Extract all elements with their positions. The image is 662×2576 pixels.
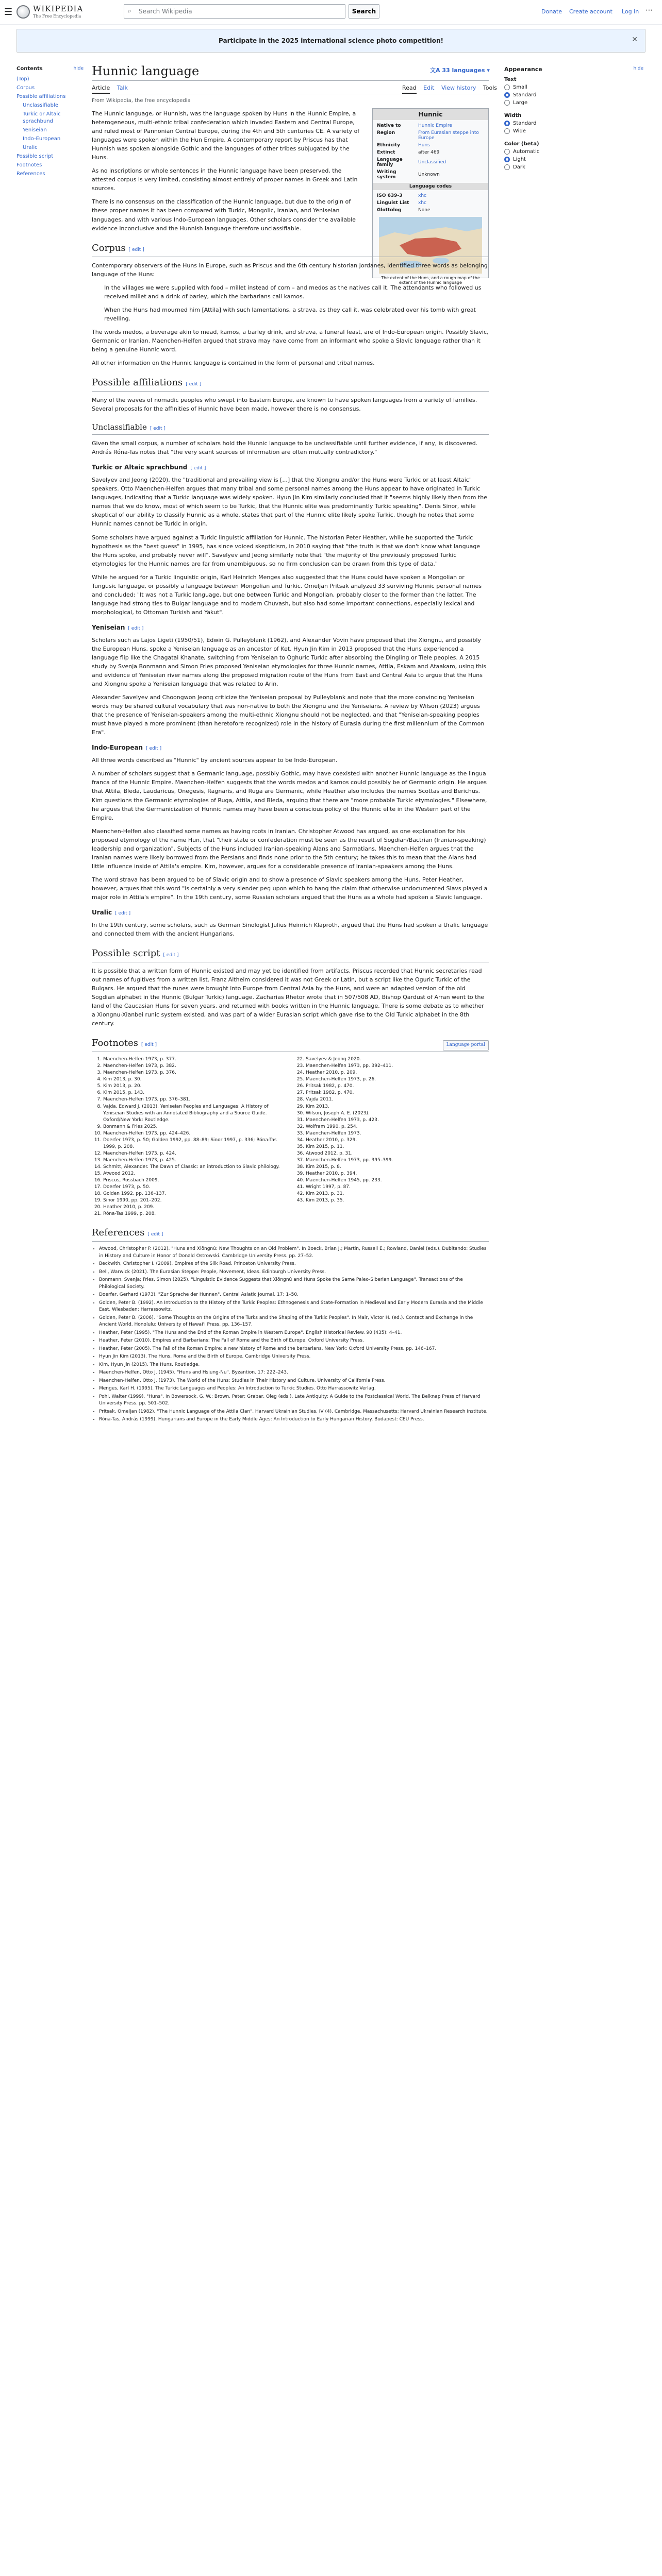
create-account-link[interactable]: Create account <box>569 8 613 15</box>
donate-link[interactable]: Donate <box>541 8 562 15</box>
paragraph: While he argued for a Turkic linguistic origin, Karl Heinrich Menges also suggested that the Huns could have spoken a Mongolian or Tungusic language, or possibly a language between Mongolian and Turkic. Omeljan Pritsak analyzed 33 surviving Hunnic personal names and concluded: "It was not a Turkic language, but one between Turkic and Mongolian, probably closer to the former than the latter. The language had strong ties to Bulgar language and to modern Chuvash, but also had some important connections, especially lexical and morphological, to Ottoman Turkish and Yakut". <box>92 573 482 616</box>
radio-icon[interactable] <box>504 84 510 90</box>
paragraph: All other information on the Hunnic language is contained in the form of personal and tribal names. <box>92 359 375 366</box>
toc-item-unclassifiable[interactable]: Unclassifiable <box>23 103 58 108</box>
text-size-label: Text <box>504 77 517 82</box>
language-selector[interactable]: 文A 33 languages ▾ <box>430 67 490 74</box>
infobox-codes-heading: Language codes <box>373 183 488 190</box>
section-heading-indo-european <box>92 743 489 753</box>
reference-item[interactable]: • Golden, Peter B. (2006). "Some Thoughts on the Origins of the Turks and the Shaping of the Turkic Peoples". In Mair, Victor H. (ed.). Contact and Exchange in the Ancient World. Honolulu: University of Hawai'i Press. pp. 136–157. <box>99 1315 489 1329</box>
edit-section-link[interactable]: [ edit ] <box>186 381 202 387</box>
heading-text: Possible affiliations <box>92 377 183 388</box>
infobox-key: Writing system <box>377 170 396 180</box>
edit-section-link[interactable]: [ edit ] <box>141 1042 157 1048</box>
toc-item-yeniseian[interactable]: Yeniseian <box>23 127 47 133</box>
title-divider <box>92 80 489 81</box>
lead-paragraph: There is no consensus on the classification of the Hunnic language, but due to the origin of these proper names it has been compared with Turkic, Mongolic, Iranian, and Yeniseian languages, and with various Indo-European languages. Other scholars consider the available evidence inconclusive and the Hunnish language therefore unclassifiable. <box>92 198 356 232</box>
footnote-item[interactable]: 42. Kim 2013, p. 31. <box>306 1191 489 1197</box>
color-automatic-option[interactable] <box>504 149 643 155</box>
infobox-value: after 469 <box>418 150 440 155</box>
infobox-value[interactable]: xhc <box>418 200 426 206</box>
toc-item-uralic[interactable]: Uralic <box>23 145 38 150</box>
infobox-key: Ethnicity <box>377 143 400 148</box>
toc-item-top[interactable]: (Top) <box>16 76 29 82</box>
infobox-key: Glottolog <box>377 208 402 213</box>
log-in-link[interactable]: Log in <box>622 8 639 15</box>
radio-selected-icon[interactable] <box>504 92 510 98</box>
footnote-item[interactable]: 8. Vajda, Edward J. (2013). Yeniseian Peoples and Languages: A History of Yeniseian Studies with an Annotated Bibliography and a Source Guide. Oxford/New York: Routledge. <box>103 1104 286 1124</box>
footnote-item[interactable]: 21. Róna-Tas 1999, p. 208. <box>103 1211 286 1217</box>
edit-section-link[interactable]: [ edit ] <box>150 426 166 431</box>
footnote-item[interactable]: 5. Kim 2013, p. 20. <box>103 1083 286 1090</box>
text-size-large-option[interactable] <box>504 100 643 106</box>
tab-edit[interactable]: Edit <box>423 84 435 91</box>
width-label: Width <box>504 113 522 118</box>
footnote-item[interactable]: 7. Maenchen-Helfen 1973, pp. 376–381. <box>103 1096 286 1103</box>
footnote-item[interactable]: 19. Sinor 1990, pp. 201–202. <box>103 1197 286 1204</box>
toc-item-references[interactable]: References <box>16 171 45 177</box>
footnote-item[interactable]: 28. Vajda 2011. <box>306 1096 489 1103</box>
footnote-item[interactable]: 29. Kim 2013. <box>306 1104 489 1110</box>
infobox-key: Extinct <box>377 150 395 155</box>
footnote-item[interactable]: 32. Wolfram 1990, p. 254. <box>306 1124 489 1130</box>
infobox-value[interactable]: Unclassified <box>418 160 446 165</box>
reference-item[interactable]: • Pritsak, Omeljan (1982). "The Hunnic Language of the Attila Clan". Harvard Ukrainian Studies. IV (4). Cambridge, Massachusetts: Harvard Ukrainian Research Institute. <box>99 1409 489 1416</box>
color-light-option[interactable] <box>504 157 643 162</box>
heading-text: Indo-European <box>92 744 143 752</box>
paragraph: In the 19th century, some scholars, such as German Sinologist Julius Heinrich Klaproth, argued that the Huns had spoken a Uralic language and connected them with the ancient Hungarians. <box>92 921 488 938</box>
toc-item-indo-european[interactable]: Indo-European <box>23 136 61 142</box>
table-of-contents <box>16 66 84 179</box>
edit-section-link[interactable]: [ edit ] <box>190 466 206 471</box>
logo-tagline: The Free Encyclopedia <box>33 14 81 19</box>
footnote-item[interactable]: 27. Pritsak 1982, p. 470. <box>306 1090 489 1096</box>
footnote-item[interactable]: 3. Maenchen-Helfen 1973, p. 376. <box>103 1070 286 1076</box>
footnote-item[interactable]: 10. Maenchen-Helfen 1973, pp. 424–426. <box>103 1130 286 1137</box>
radio-icon[interactable] <box>504 149 510 155</box>
reference-item[interactable]: • Beckwith, Christopher I. (2009). Empires of the Silk Road. Princeton University Press. <box>99 1261 489 1268</box>
paragraph: Many of the waves of nomadic peoples who swept into Eastern Europe, are known to have spoken languages from a variety of families. Several proposals for the affinities of Hunnic have been made, however there is no consensus. <box>92 396 477 412</box>
close-icon[interactable]: ✕ <box>632 36 638 44</box>
text-size-small-option[interactable] <box>504 84 643 90</box>
footnote-item[interactable]: 39. Heather 2010, p. 394. <box>306 1171 489 1177</box>
footnote-item[interactable]: 30. Wilson, Joseph A. E. (2023). <box>306 1110 489 1117</box>
paragraph: Contemporary observers of the Huns in Europe, such as Priscus and the 6th century historian Jordanes, identified three words as belonging language of the Huns: <box>92 262 488 278</box>
radio-icon[interactable] <box>504 128 510 134</box>
reference-item[interactable]: • Róna-Tas, András (1999). Hungarians and Europe in the Early Middle Ages: An Introduction to Early Hungarian History. Budapest: CEU Press. <box>99 1416 489 1423</box>
tab-history[interactable]: View history <box>441 84 476 91</box>
section-heading-footnotes <box>92 1036 489 1052</box>
paragraph: Savelyev and Jeong (2020), the "traditional and prevailing view is [...] that the Xiongnu and/or the Huns were Turkic or at least Altaic" speakers. Otto Maenchen-Helfen argues that many tribal and some personal names among the Huns appear to have originated in Turkic languages, indicating that a Turkic language was widely spoken. Hyun Jin Kim similarly concluded that it "seems highly likely then from the names that we do know, most of which seem to be Turkic, that the Hunnic elite was predominantly Turkic speaking". Denis Sinor, while skeptical of our ability to classify Hunnic as a whole, states that part of the Hunnic elite likely spoke Turkic, though he notes that some Hunnic names cannot be Turkic in origin. <box>92 477 487 528</box>
footnote-item[interactable]: 18. Golden 1992, pp. 136–137. <box>103 1191 286 1197</box>
section-heading-affiliations <box>92 376 489 392</box>
section-heading-unclassifiable <box>92 421 489 435</box>
footnote-item[interactable]: 22. Savelyev & Jeong 2020. <box>306 1056 489 1063</box>
radio-icon[interactable] <box>504 100 510 106</box>
footnote-item[interactable]: 11. Doerfer 1973, p. 50; Golden 1992, pp. 88–89; Sinor 1997, p. 336; Róna-Tas 1999, p. 208. <box>103 1137 286 1150</box>
infobox-value[interactable]: Huns <box>418 143 430 148</box>
width-standard-option[interactable] <box>504 121 643 126</box>
reference-item[interactable]: • Maenchen-Helfen, Otto J. (1973). The World of the Huns: Studies in Their History and Culture. University of California Press. <box>99 1378 489 1385</box>
page-title: Hunnic language <box>92 64 200 78</box>
edit-section-link[interactable]: [ edit ] <box>147 1232 163 1238</box>
appearance-title: Appearance <box>504 66 542 73</box>
radio-selected-icon[interactable] <box>504 121 510 126</box>
footnote-item[interactable]: 34. Heather 2010, p. 329. <box>306 1137 489 1144</box>
heading-text: References <box>92 1227 145 1239</box>
infobox-key: Region <box>377 130 395 135</box>
option-label: Standard <box>513 121 537 126</box>
infobox-key: Linguist List <box>377 200 409 206</box>
reference-item[interactable]: • Pohl, Walter (1999). "Huns". In Bowersock, G. W.; Brown, Peter; Grabar, Oleg (eds.). Late Antiquity: A Guide to the Postclassical World. The Belknap Press of Harvard University Press. pp. 501–502. <box>99 1394 489 1408</box>
section-heading-references <box>92 1226 489 1242</box>
section-heading-script <box>92 946 489 962</box>
reference-item[interactable]: • Atwood, Christopher P. (2012). "Huns and Xiōngnú: New Thoughts on an Old Problem". In Boeck, Brian J.; Martin, Russell E.; Rowland, Daniel (eds.). Dubitando: Studies in History and Culture in Honor of Donald Ostrowski. Cambridge University Press. pp. 27–52. <box>99 1246 489 1260</box>
paragraph: All three words described as "Hunnic" by ancient sources appear to be Indo-European. <box>92 757 338 764</box>
site-header <box>0 0 662 25</box>
infobox-value[interactable]: Hunnic Empire <box>418 123 452 128</box>
main-menu-icon[interactable]: ☰ <box>4 7 13 18</box>
paragraph: The word strava has been argued to be of Slavic origin and to show a presence of Slavic speakers among the Huns. Peter Heather, however, argues that this word "is certainly a very slender peg upon which to hang the claim that otherwise undocumented Slavs played a major role in Attila's empire". In the 19th century, some Russian scholars argued that the Huns as a whole had spoken a Slavic language. <box>92 876 488 901</box>
width-wide-option[interactable] <box>504 128 643 134</box>
heading-text: Turkic or Altaic sprachbund <box>92 464 188 471</box>
reference-item[interactable]: • Kim, Hyun Jin (2015). The Huns. Routledge. <box>99 1362 489 1369</box>
footnotes-column <box>92 1056 286 1217</box>
infobox-key: Language family <box>377 157 403 167</box>
heading-text: Unclassifiable <box>92 422 147 432</box>
reference-item[interactable]: • Heather, Peter (2005). The Fall of the Roman Empire: a new history of Rome and the barbarians. New York: Oxford University Press. pp. 146–167. <box>99 1346 489 1353</box>
footnote-item[interactable]: 2. Maenchen-Helfen 1973, p. 382. <box>103 1063 286 1070</box>
reference-item[interactable]: • Bell, Warwick (2021). The Eurasian Steppe: People, Movement, Ideas. Edinburgh University Press. <box>99 1269 489 1276</box>
footnote-item[interactable]: 37. Maenchen-Helfen 1973, pp. 395–399. <box>306 1157 489 1164</box>
tab-article[interactable]: Article <box>92 84 110 94</box>
footnote-item[interactable]: 13. Maenchen-Helfen 1973, p. 425. <box>103 1157 286 1164</box>
color-group <box>504 141 643 170</box>
toc-item-script[interactable]: Possible script <box>16 154 54 159</box>
reference-item[interactable]: • Maenchen-Helfen, Otto J. (1945). "Huns and Hsiung-Nu". Byzantion. 17: 222–243. <box>99 1369 489 1377</box>
tagline: From Wikipedia, the free encyclopedia <box>92 98 191 104</box>
paragraph: Scholars such as Lajos Ligeti (1950/51), Edwin G. Pulleyblank (1962), and Alexander Vovin have proposed that the Xiongnu, and possibly the European Huns, spoke a Yeniseian language as an ancestor of Ket. Hyun Jin Kim in 2013 proposed that the Huns experienced a language flip like the Chagatai Khanate, switching from Yeniseian to Oghuric Turkic after absorbing the Dingling or Tiele peoples. A 2015 study by Svenja Bonmann and Simon Fries proposed Yeniseian etymologies for three Hunnic names, Attila, Eskam and Ataakam, using this and evidence of Yeniseian river names along the proposed migration route of the Huns from East and Central Asia to argue that the Huns and Xiongnu spoke a Yeniseian language that was related to Arin. <box>92 636 487 688</box>
footnote-item[interactable]: 41. Wright 1997, p. 87. <box>306 1184 489 1191</box>
infobox-value[interactable]: xhc <box>418 193 426 198</box>
footnotes-column <box>294 1056 489 1217</box>
toc-item-footnotes[interactable]: Footnotes <box>16 162 42 168</box>
option-label: Light <box>513 157 526 162</box>
site-notice-banner <box>16 29 646 53</box>
appearance-hide-button[interactable]: hide <box>633 66 643 71</box>
reference-item[interactable]: • Golden, Peter B. (1992). An Introduction to the History of the Turkic Peoples: Ethnogenesis and State-Formation in Medieval and Early Modern Eurasia and the Middle East. Wiesbaden: Harrassowitz. <box>99 1300 489 1314</box>
paragraph: Some scholars have argued against a Turkic linguistic affiliation for Hunnic. The historian Peter Heather, while he supported the Turkic hypothesis as the "best guess" in 1995, has since voiced skepticism, in 2010 saying that "the truth is that we don't know what language the Huns spoke, and probably never will". Savelyev and Jeong similarly note that "the majority of the previously proposed Turkic etymologies for the Hunnic names are far from unambiguous, so no firm conclusion can be drawn from this type of data." <box>92 534 481 567</box>
section-heading-yeniseian <box>92 623 489 633</box>
tab-read[interactable]: Read <box>402 84 417 94</box>
toc-hide-button[interactable]: hide <box>73 66 84 71</box>
paragraph: Alexander Savelyev and Choongwon Jeong criticize the Yeniseian proposal by Pulleyblank and note that the more convincing Yeniseian words may be shared cultural vocabulary that was non-native to both the Xiongnu and the Yeniseians. A review by Wilson (2023) argues that the presence of Yeniseian-speakers among the multi-ethnic Xiongnu should not be neglected, and that "Yeniseian-speaking peoples must have played a more prominent (than heretofore recognized) role in the history of Eurasia during the first millennium of the Common Era". <box>92 694 485 736</box>
page-actions <box>402 84 502 91</box>
edit-section-link[interactable]: [ edit ] <box>115 911 131 917</box>
footnote-item[interactable]: 38. Kim 2015, p. 8. <box>306 1164 489 1171</box>
footnotes-list <box>92 1056 489 1217</box>
footnote-item[interactable]: 23. Maenchen-Helfen 1973, pp. 392–411. <box>306 1063 489 1070</box>
option-label: Standard <box>513 92 537 98</box>
infobox-value: None <box>418 208 431 213</box>
option-label: Dark <box>513 164 525 170</box>
appearance-panel <box>504 66 643 177</box>
text-size-group <box>504 77 643 106</box>
text-size-standard-option[interactable] <box>504 92 643 98</box>
color-dark-option[interactable] <box>504 164 643 170</box>
section-heading-turkic <box>92 463 489 472</box>
footnote-item[interactable]: 40. Maenchen-Helfen 1945, pp. 233. <box>306 1177 489 1184</box>
reference-item[interactable]: • Heather, Peter (2010). Empires and Barbarians: The Fall of Rome and the Birth of Europe. Oxford University Press. <box>99 1337 489 1345</box>
radio-icon[interactable] <box>504 164 510 170</box>
quote: In the villages we were supplied with food – millet instead of corn – and medos as the natives call it. The attendants who followed us received millet and a drink of barley, which the barbarians call kamos. <box>104 284 482 300</box>
article-body <box>92 109 489 1425</box>
footnote-item[interactable]: 26. Pritsak 1982, p. 470. <box>306 1083 489 1090</box>
search-input[interactable]: Search Wikipedia <box>124 4 345 19</box>
reference-item[interactable]: • Hyun Jin Kim (2013). The Huns, Rome and the Birth of Europe. Cambridge University Press. <box>99 1353 489 1361</box>
toc-item-turkic[interactable]: Turkic or Altaic sprachbund <box>23 111 61 124</box>
reference-item[interactable]: • Heather, Peter (1995). "The Huns and the End of the Roman Empire in Western Europe". English Historical Review. 90 (435): 4–41. <box>99 1330 489 1337</box>
footnote-item[interactable]: 43. Kim 2013, p. 35. <box>306 1197 489 1204</box>
footnote-item[interactable]: 6. Kim 2015, p. 143. <box>103 1090 286 1096</box>
color-label: Color (beta) <box>504 141 539 147</box>
heading-text: Yeniseian <box>92 623 125 631</box>
infobox-value[interactable]: From Eurasian steppe into Europe <box>418 130 479 141</box>
paragraph: It is possible that a written form of Hunnic existed and may yet be identified from artifacts. Priscus recorded that Hunnic secretaries read out names of fugitives from a written list. Franz Altheim considered it was not Greek or Latin, but a script like the Oguric Turkic of the Bulgars. He argued that the runes were brought into Europe from Central Asia by the Huns, and were an adapted version of the old Sogdian alphabet in the Hunnic (Bulgar Turkic) language. Zacharias Rhetor wrote that in 507/508 AD, Bishop Qardust of Arran went to the land of the Caucasian Huns for seven years, and returned with books written in the Hunnic language. There is some debate as to whether a Xiongnu-Xianbei runic system existed, and was part of a wider Eurasian script which gave rise to the Old Turkic alphabet in the 8th century. <box>92 967 485 1027</box>
search-button[interactable]: Search <box>349 4 379 19</box>
infobox-title: Hunnic <box>373 109 488 120</box>
footnote-item[interactable]: 15. Atwood 2012. <box>103 1171 286 1177</box>
option-label: Automatic <box>513 149 540 155</box>
lead-paragraph: As no inscriptions or whole sentences in the Hunnic language have been preserved, the attested corpus is very limited, consisting almost entirely of proper names in Greek and Latin sources. <box>92 167 358 192</box>
footnote-item[interactable]: 9. Bonmann & Fries 2025. <box>103 1124 286 1130</box>
infobox-key: ISO 639-3 <box>377 193 403 198</box>
width-group <box>504 113 643 134</box>
footnote-item[interactable]: 12. Maenchen-Helfen 1973, p. 424. <box>103 1150 286 1157</box>
toc-item-corpus[interactable]: Corpus <box>16 85 35 91</box>
edit-section-link[interactable]: [ edit ] <box>128 625 144 631</box>
option-label: Wide <box>513 128 526 134</box>
reference-item[interactable]: • Doerfer, Gerhard (1973). "Zur Sprache der Hunnen". Central Asiatic Journal. 17: 1–50. <box>99 1292 489 1299</box>
footnote-item[interactable]: 31. Maenchen-Helfen 1973, p. 423. <box>306 1117 489 1124</box>
edit-section-link[interactable]: [ edit ] <box>163 953 179 958</box>
footnote-item[interactable]: 16. Priscus, Rossbach 2009. <box>103 1177 286 1184</box>
footnote-item[interactable]: 1. Maenchen-Helfen 1973, p. 377. <box>103 1056 286 1063</box>
tab-talk[interactable]: Talk <box>117 84 128 91</box>
heading-text: Uralic <box>92 909 112 917</box>
reference-item[interactable]: • Bonmann, Svenja; Fries, Simon (2025). "Linguistic Evidence Suggests that Xiōngnú and Huns Spoke the Same Paleo-Siberian Language". Transactions of the Philological Society. <box>99 1277 489 1291</box>
toc-title: Contents <box>16 66 43 72</box>
search-icon: ⌕ <box>128 7 131 14</box>
footnote-item[interactable]: 17. Doerfer 1973, p. 50. <box>103 1184 286 1191</box>
footnote-item[interactable]: 20. Heather 2010, p. 209. <box>103 1204 286 1211</box>
map-caption: The extent of the Huns, and a rough map of the extent of the Hunnic language <box>381 276 480 285</box>
radio-selected-icon[interactable] <box>504 157 510 162</box>
heading-text: Possible script <box>92 948 160 959</box>
footnote-item[interactable]: 36. Atwood 2012, p. 31. <box>306 1150 489 1157</box>
paragraph: Given the small corpus, a number of scholars hold the Hunnic language to be unclassifiable until further evidence, if any, is discovered. András Róna-Tas notes that "the very scant sources of information are often mutually contradictory." <box>92 440 478 456</box>
footnote-item[interactable]: 25. Maenchen-Helfen 1973, p. 26. <box>306 1076 489 1083</box>
edit-section-link[interactable]: [ edit ] <box>146 746 162 752</box>
heading-text: Corpus <box>92 242 126 253</box>
paragraph: Maenchen-Helfen also classified some names as having roots in Iranian. Christopher Atwood has argued, as one explanation for his proposed etymology of the name Hun, that "their state or confederation must be seen as the result of Sogdian/Bactrian (Iranian-speaking) leadership and organization". Subjects of the Huns included Iranian-speaking Alans and Sarmatians. Maenchen-Helfen argues that the Iranian names were likely borrowed from the Persians and finds none prior to the 5th century; he takes this to mean that the Alans had little influence inside of Attila's empire. Kim, however, argues for a considerable presence of Iranian-speakers among the Huns. <box>92 827 486 870</box>
references-list <box>92 1246 489 1423</box>
quote: When the Huns had mourned him [Attila] with such lamentations, a strava, as they call it, was celebrated over his tomb with great revelling. <box>104 306 476 322</box>
more-options-icon[interactable]: ⋯ <box>646 6 653 14</box>
lead-paragraph: The Hunnic language, or Hunnish, was the language spoken by Huns in the Hunnic Empire, a heterogeneous, multi-ethnic tribal confederation which invaded Eastern and Central Europe, and ruled most of Pannonian Central Europe, during the 4th and 5th centuries CE. A variety of languages were spoken within the Hun Empire. A contemporary report by Priscus has that Hunnish was spoken alongside Gothic and the languages of other tribes subjugated by the Huns. <box>92 110 360 161</box>
option-label: Small <box>513 84 527 90</box>
reference-item[interactable]: • Menges, Karl H. (1995). The Turkic Languages and Peoples: An Introduction to Turkic Studies. Otto Harrassowitz Verlag. <box>99 1385 489 1393</box>
logo-wordmark[interactable]: WIKIPEDIA <box>33 4 84 13</box>
tab-tools[interactable]: Tools <box>483 84 497 91</box>
footnote-item[interactable]: 24. Heather 2010, p. 209. <box>306 1070 489 1076</box>
heading-text: Footnotes <box>92 1038 138 1049</box>
infobox-key: Native to <box>377 123 401 128</box>
edit-section-link[interactable]: [ edit ] <box>128 247 144 252</box>
language-portal-link[interactable]: Language portal <box>443 1040 489 1050</box>
footnote-item[interactable]: 4. Kim 2013, p. 30. <box>103 1076 286 1083</box>
toc-item-affiliations[interactable]: Possible affiliations <box>16 94 66 99</box>
page-tabs <box>92 84 133 91</box>
section-heading-corpus <box>92 241 489 257</box>
infobox-value: Unknown <box>418 172 440 177</box>
section-heading-uralic <box>92 908 489 918</box>
language-count: 33 languages <box>442 67 485 74</box>
translate-icon: 文A <box>430 67 442 74</box>
footnote-item[interactable]: 14. Schmitt, Alexander. The Dawn of Classic: an introduction to Slavic philology. <box>103 1164 286 1171</box>
option-label: Large <box>513 100 528 106</box>
footnote-item[interactable]: 33. Maenchen-Helfen 1973. <box>306 1130 489 1137</box>
footnote-item[interactable]: 35. Kim 2015, p. 11. <box>306 1144 489 1150</box>
paragraph: A number of scholars suggest that a Germanic language, possibly Gothic, may have coexisted with another Hunnic language as the lingua franca of the Hunnic Empire. Maenchen-Helfen suggests that the words medos and kamos could possibly be of Germanic origin. He argues that Attila, Bleda, Laudaricus, Onegesis, Ragnaris, and Ruga are Germanic, while Heather also includes the names Scottas and Berichus. Kim questions the Germanic etymologies of Ruga, Attila, and Bleda, arguing that there are "more probable Turkic etymologies." Elsewhere, he argues that the Germanicization of Hunnic names may have been a conscious policy of the Hunnic elite in the Western part of the Empire. <box>92 770 487 821</box>
paragraph: The words medos, a beverage akin to mead, kamos, a barley drink, and strava, a funeral feast, are of Indo-European origin. Possibly Slavic, Germanic or Iranian. Maenchen-Helfen argued that strava may have come from an informant who spoke a Slavic language rather than it being a genuine Hunnic word. <box>92 328 489 353</box>
banner-text[interactable]: Participate in the 2025 international science photo competition! <box>219 37 443 44</box>
wikipedia-globe-logo[interactable] <box>16 5 30 19</box>
